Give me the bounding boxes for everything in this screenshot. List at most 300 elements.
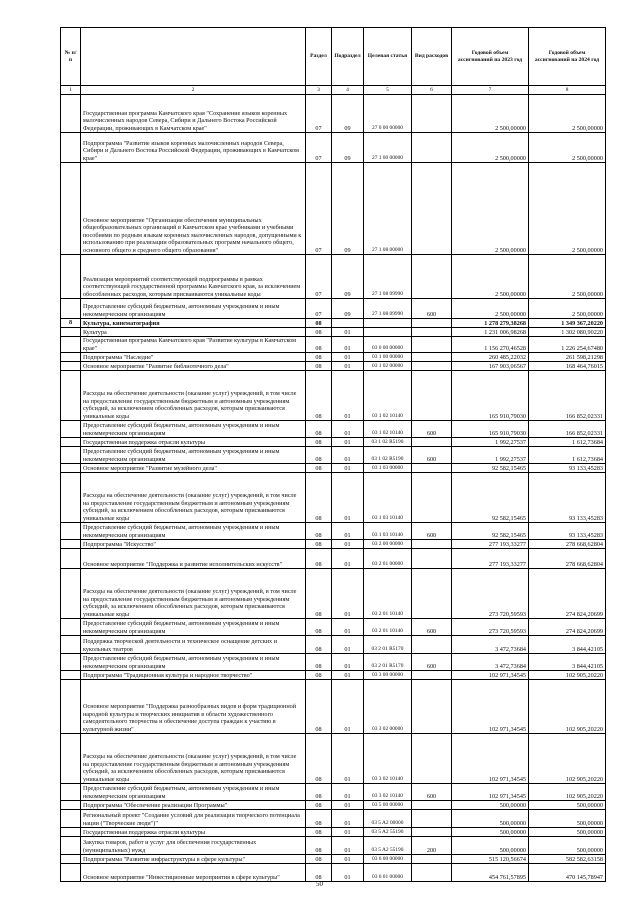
podrazdel-cell: 09 (332, 133, 364, 163)
table-row (61, 362, 606, 371)
table-row (61, 864, 606, 882)
expense-type-cell: 200 (412, 837, 452, 855)
target-article-cell: 03 3 02 00000 (364, 680, 412, 734)
amount-2023-cell: 165 910,79030 (452, 421, 529, 438)
amount-2023-cell: 102 971,34545 (452, 671, 529, 680)
expense-type-cell (412, 810, 452, 828)
target-article-cell: 03 1 00 00000 (364, 353, 412, 362)
podrazdel-cell: 01 (332, 473, 364, 523)
razdel-cell: 08 (306, 680, 332, 734)
target-article-cell: 03 2 00 00000 (364, 540, 412, 549)
target-article-cell: 03 3 02 10140 (364, 734, 412, 784)
podrazdel-cell: 01 (332, 828, 364, 837)
expense-type-cell (412, 353, 452, 362)
row-number-cell (61, 549, 81, 569)
row-number-cell (61, 837, 81, 855)
row-name-cell: Государственная программа Камчатского края "Сохранение языков коренных малочисленных народов Севера, Сибири и Дальнего Востока Российской Федерации, проживающих в Камчатском крае" (81, 95, 306, 133)
row-number-cell (61, 353, 81, 362)
table-row (61, 447, 606, 464)
target-article-cell: 03 1 03 00000 (364, 464, 412, 473)
podrazdel-cell: 01 (332, 855, 364, 864)
row-name-cell: Расходы на обеспечение деятельности (оказание услуг) учреждений, в том числе на предоставление государственным бюджетным и автономным учреждениям субсидий, за исключением обособленных расходов, которым присваиваются уникальные коды (81, 569, 306, 619)
table-row (61, 319, 606, 328)
row-number-cell (61, 133, 81, 163)
razdel-cell: 08 (306, 569, 332, 619)
column-number: 6 (412, 86, 452, 95)
razdel-cell: 08 (306, 734, 332, 784)
razdel-cell: 08 (306, 421, 332, 438)
amount-2024-cell: 2 500,00000 (529, 299, 606, 319)
target-article-cell: 03 0 00 00000 (364, 337, 412, 353)
amount-2024-cell: 2 500,00000 (529, 255, 606, 299)
row-number-cell (61, 328, 81, 337)
target-article-cell: 03 1 03 10140 (364, 523, 412, 540)
expense-type-cell (412, 133, 452, 163)
amount-2023-cell: 500,00000 (452, 837, 529, 855)
amount-2023-cell: 1 156 270,46528 (452, 337, 529, 353)
amount-2024-cell: 1 612,73684 (529, 447, 606, 464)
table-row (61, 837, 606, 855)
podrazdel-cell: 01 (332, 371, 364, 421)
amount-2023-cell: 273 720,59593 (452, 619, 529, 636)
table-row (61, 636, 606, 654)
row-number-cell (61, 337, 81, 353)
podrazdel-cell: 01 (332, 734, 364, 784)
razdel-cell: 08 (306, 371, 332, 421)
page-number: 50 (316, 880, 323, 888)
amount-2024-cell: 500,00000 (529, 828, 606, 837)
table-row (61, 734, 606, 784)
amount-2024-cell: 166 852,02331 (529, 371, 606, 421)
amount-2023-cell: 454 761,57895 (452, 864, 529, 882)
amount-2023-cell: 3 472,73684 (452, 654, 529, 671)
table-row (61, 810, 606, 828)
expense-type-cell (412, 734, 452, 784)
razdel-cell: 08 (306, 473, 332, 523)
row-name-cell: Предоставление субсидий бюджетным, автономным учреждениям и иным некоммерческим организациям (81, 523, 306, 540)
table-row (61, 255, 606, 299)
expense-type-cell (412, 163, 452, 255)
row-number-cell (61, 473, 81, 523)
row-name-cell: Подпрограмма "Обеспечение реализации Программы" (81, 801, 306, 810)
table-row (61, 421, 606, 438)
expense-type-cell: 600 (412, 619, 452, 636)
target-article-cell: 03 2 01 10140 (364, 569, 412, 619)
amount-2023-cell: 3 472,73684 (452, 636, 529, 654)
row-name-cell: Основное мероприятие "Развитие библиотечного дела" (81, 362, 306, 371)
column-number: 1 (61, 86, 81, 95)
razdel-cell: 08 (306, 447, 332, 464)
podrazdel-cell: 01 (332, 636, 364, 654)
row-number-cell (61, 464, 81, 473)
razdel-cell: 08 (306, 328, 332, 337)
row-name-cell: Предоставление субсидий бюджетным, автономным учреждениям и иным некоммерческим организациям (81, 447, 306, 464)
amount-2024-cell: 3 844,42105 (529, 654, 606, 671)
amount-2023-cell: 500,00000 (452, 828, 529, 837)
amount-2024-cell: 1 226 254,67480 (529, 337, 606, 353)
amount-2024-cell: 93 133,45283 (529, 464, 606, 473)
table-row (61, 784, 606, 801)
amount-2023-cell: 2 500,00000 (452, 255, 529, 299)
amount-2023-cell: 1 992,27537 (452, 438, 529, 447)
row-number-cell (61, 569, 81, 619)
column-number: 5 (364, 86, 412, 95)
target-article-cell: 27 1 00 00000 (364, 133, 412, 163)
header-expense-type: Вид расходов (412, 28, 452, 86)
header-name (81, 28, 306, 86)
expense-type-cell (412, 438, 452, 447)
amount-2024-cell: 1 349 367,20220 (529, 319, 606, 328)
column-number: 4 (332, 86, 364, 95)
target-article-cell: 03 1 02 10140 (364, 371, 412, 421)
row-name-cell: Подпрограмма "Наследие" (81, 353, 306, 362)
razdel-cell: 07 (306, 163, 332, 255)
row-number-cell (61, 864, 81, 882)
row-number-cell (61, 810, 81, 828)
column-number: 3 (306, 86, 332, 95)
podrazdel-cell: 01 (332, 540, 364, 549)
amount-2023-cell: 165 910,79030 (452, 371, 529, 421)
expense-type-cell (412, 362, 452, 371)
podrazdel-cell (332, 319, 364, 328)
row-name-cell: Закупка товаров, работ и услуг для обеспечения государственных (муниципальных) нужд (81, 837, 306, 855)
target-article-cell: 03 1 02 10140 (364, 421, 412, 438)
column-number: 2 (81, 86, 306, 95)
target-article-cell: 03 1 02 00000 (364, 362, 412, 371)
amount-2024-cell: 1 612,73684 (529, 438, 606, 447)
row-number-cell (61, 362, 81, 371)
table-row (61, 133, 606, 163)
expense-type-cell: 600 (412, 447, 452, 464)
row-name-cell: Реализация мероприятий соответствующей подпрограммы в рамках соответствующей государственной программы Камчатского края, за исключением обособленных расходов, которым присваиваются уникальные коды (81, 255, 306, 299)
table-row (61, 328, 606, 337)
row-name-cell: Основное мероприятие "Инвестиционные мероприятия в сфере культуры" (81, 864, 306, 882)
table-row (61, 163, 606, 255)
amount-2023-cell: 102 971,34545 (452, 734, 529, 784)
target-article-cell: 03 5 A2 55190 (364, 828, 412, 837)
amount-2024-cell: 93 133,45283 (529, 473, 606, 523)
razdel-cell: 08 (306, 810, 332, 828)
amount-2023-cell: 1 992,27537 (452, 447, 529, 464)
expense-type-cell: 600 (412, 299, 452, 319)
row-number-cell (61, 163, 81, 255)
table-row (61, 569, 606, 619)
row-number-cell (61, 671, 81, 680)
table-row (61, 828, 606, 837)
target-article-cell: 03 1 02 R5190 (364, 438, 412, 447)
podrazdel-cell: 01 (332, 549, 364, 569)
row-name-cell: Предоставление субсидий бюджетным, автономным учреждениям и иным некоммерческим организациям (81, 299, 306, 319)
amount-2024-cell: 102 905,20220 (529, 784, 606, 801)
razdel-cell: 08 (306, 337, 332, 353)
target-article-cell: 03 6 01 00000 (364, 864, 412, 882)
row-number-cell: 8 (61, 319, 81, 328)
podrazdel-cell: 09 (332, 163, 364, 255)
row-name-cell: Культура, кинематография (81, 319, 306, 328)
amount-2023-cell: 1 231 006,98268 (452, 328, 529, 337)
target-article-cell: 03 2 01 R5170 (364, 636, 412, 654)
amount-2023-cell: 92 582,15465 (452, 464, 529, 473)
table-row (61, 549, 606, 569)
expense-type-cell (412, 671, 452, 680)
column-number: 8 (529, 86, 606, 95)
razdel-cell: 08 (306, 801, 332, 810)
amount-2024-cell: 274 824,20699 (529, 619, 606, 636)
amount-2023-cell: 167 903,06567 (452, 362, 529, 371)
amount-2024-cell: 261 598,21298 (529, 353, 606, 362)
row-name-cell: Основное мероприятие "Поддержка разнообразных видов и форм традиционной народной культуры и творческих инициатив в области художественного самодеятельного творчества и обеспечение доступа граждан к участию в культурной жизни" (81, 680, 306, 734)
table-row (61, 473, 606, 523)
expense-type-cell: 600 (412, 523, 452, 540)
podrazdel-cell: 01 (332, 671, 364, 680)
razdel-cell: 08 (306, 464, 332, 473)
target-article-cell: 03 3 00 00000 (364, 671, 412, 680)
podrazdel-cell: 01 (332, 447, 364, 464)
amount-2023-cell: 500,00000 (452, 801, 529, 810)
expense-type-cell: 600 (412, 654, 452, 671)
row-name-cell: Предоставление субсидий бюджетным, автономным учреждениям и иным некоммерческим организациям (81, 784, 306, 801)
row-number-cell (61, 680, 81, 734)
header-row (61, 28, 606, 86)
podrazdel-cell: 01 (332, 353, 364, 362)
expense-type-cell: 600 (412, 421, 452, 438)
expense-type-cell (412, 328, 452, 337)
row-name-cell: Расходы на обеспечение деятельности (оказание услуг) учреждений, в том числе на предоставление государственным бюджетным и автономным учреждениям субсидий, за исключением обособленных расходов, которым присваиваются уникальные коды (81, 371, 306, 421)
podrazdel-cell: 01 (332, 654, 364, 671)
row-number-cell (61, 438, 81, 447)
expense-type-cell (412, 569, 452, 619)
table-row (61, 855, 606, 864)
budget-table-sheet (60, 27, 605, 882)
razdel-cell: 08 (306, 855, 332, 864)
expense-type-cell (412, 319, 452, 328)
expense-type-cell (412, 680, 452, 734)
expense-type-cell (412, 855, 452, 864)
razdel-cell: 08 (306, 319, 332, 328)
target-article-cell: 03 5 00 00000 (364, 801, 412, 810)
podrazdel-cell: 01 (332, 523, 364, 540)
row-number-cell (61, 619, 81, 636)
amount-2024-cell: 166 852,02331 (529, 421, 606, 438)
podrazdel-cell: 01 (332, 619, 364, 636)
column-number-row (61, 86, 606, 95)
row-number-cell (61, 447, 81, 464)
row-number-cell (61, 523, 81, 540)
table-row (61, 438, 606, 447)
expense-type-cell (412, 540, 452, 549)
table-row (61, 680, 606, 734)
razdel-cell: 07 (306, 299, 332, 319)
amount-2024-cell: 500,00000 (529, 801, 606, 810)
amount-2023-cell: 260 485,22032 (452, 353, 529, 362)
row-name-cell: Расходы на обеспечение деятельности (оказание услуг) учреждений, в том числе на предоставление государственным бюджетным и автономным учреждениям субсидий, за исключением обособленных расходов, которым присваиваются уникальные коды (81, 734, 306, 784)
target-article-cell (364, 319, 412, 328)
row-name-cell: Основное мероприятие "Организация обеспечения муниципальных общеобразовательных организаций в Камчатском крае учебниками и учебными пособиями по родным языкам коренных малочисленных народов, допущенными к использованию при реализации образовательных программ начального общего, основного общего и среднего общего образования" (81, 163, 306, 255)
amount-2024-cell: 2 500,00000 (529, 163, 606, 255)
table-row (61, 371, 606, 421)
podrazdel-cell: 01 (332, 864, 364, 882)
amount-2023-cell: 277 193,33277 (452, 549, 529, 569)
amount-2024-cell: 168 464,76015 (529, 362, 606, 371)
amount-2024-cell: 274 824,20699 (529, 569, 606, 619)
table-row (61, 523, 606, 540)
expense-type-cell: 600 (412, 784, 452, 801)
amount-2023-cell: 92 582,15465 (452, 473, 529, 523)
table-row (61, 95, 606, 133)
row-number-cell (61, 255, 81, 299)
table-row (61, 299, 606, 319)
amount-2023-cell: 500,00000 (452, 810, 529, 828)
target-article-cell: 03 1 03 10140 (364, 473, 412, 523)
row-number-cell (61, 299, 81, 319)
amount-2024-cell: 278 668,62804 (529, 549, 606, 569)
razdel-cell: 08 (306, 362, 332, 371)
header-razdel: Раздел (306, 28, 332, 86)
amount-2024-cell: 470 145,78947 (529, 864, 606, 882)
razdel-cell: 07 (306, 133, 332, 163)
row-number-cell (61, 654, 81, 671)
header-num: № п/п (61, 28, 81, 86)
amount-2024-cell: 500,00000 (529, 837, 606, 855)
header-amount-2023: Годовой объем ассигнований на 2023 год (452, 28, 529, 86)
razdel-cell: 08 (306, 828, 332, 837)
amount-2023-cell: 2 500,00000 (452, 95, 529, 133)
razdel-cell: 08 (306, 671, 332, 680)
podrazdel-cell: 01 (332, 421, 364, 438)
row-number-cell (61, 734, 81, 784)
expense-type-cell (412, 801, 452, 810)
expense-type-cell (412, 636, 452, 654)
expense-type-cell (412, 864, 452, 882)
amount-2023-cell: 92 582,15465 (452, 523, 529, 540)
row-name-cell: Основное мероприятие "Поддержка и развитие исполнительских искусств" (81, 549, 306, 569)
podrazdel-cell: 01 (332, 438, 364, 447)
amount-2023-cell: 273 720,59593 (452, 569, 529, 619)
expense-type-cell (412, 828, 452, 837)
target-article-cell: 03 3 02 10140 (364, 784, 412, 801)
row-name-cell: Подпрограмма "Традиционная культура и народное творчество" (81, 671, 306, 680)
podrazdel-cell: 01 (332, 810, 364, 828)
amount-2023-cell: 1 278 279,38268 (452, 319, 529, 328)
header-podrazdel: Подраздел (332, 28, 364, 86)
table-row (61, 654, 606, 671)
razdel-cell: 08 (306, 549, 332, 569)
razdel-cell: 08 (306, 619, 332, 636)
target-article-cell: 03 2 01 10140 (364, 619, 412, 636)
expense-type-cell (412, 549, 452, 569)
row-number-cell (61, 855, 81, 864)
target-article-cell: 03 1 02 R5190 (364, 447, 412, 464)
row-number-cell (61, 421, 81, 438)
amount-2024-cell: 278 668,62804 (529, 540, 606, 549)
amount-2024-cell: 2 500,00000 (529, 133, 606, 163)
target-article-cell: 03 5 A2 55190 (364, 837, 412, 855)
expense-type-cell (412, 464, 452, 473)
amount-2024-cell: 500,00000 (529, 810, 606, 828)
podrazdel-cell: 01 (332, 362, 364, 371)
row-name-cell: Государственная поддержка отрасли культуры (81, 438, 306, 447)
amount-2023-cell: 102 971,34545 (452, 680, 529, 734)
row-number-cell (61, 540, 81, 549)
row-name-cell: Подпрограмма "Развитие инфраструктуры в сфере культуры" (81, 855, 306, 864)
row-name-cell: Региональный проект "Создание условий для реализации творческого потенциала нации ("Творческие люди")" (81, 810, 306, 828)
target-article-cell: 27 1 08 09990 (364, 255, 412, 299)
expense-type-cell (412, 473, 452, 523)
table-row (61, 337, 606, 353)
row-number-cell (61, 636, 81, 654)
razdel-cell: 08 (306, 837, 332, 855)
podrazdel-cell: 01 (332, 328, 364, 337)
column-number: 7 (452, 86, 529, 95)
podrazdel-cell: 01 (332, 569, 364, 619)
amount-2024-cell: 93 133,45283 (529, 523, 606, 540)
razdel-cell: 08 (306, 636, 332, 654)
expense-type-cell (412, 95, 452, 133)
table-row (61, 619, 606, 636)
target-article-cell: 27 1 08 09990 (364, 299, 412, 319)
table-row (61, 801, 606, 810)
row-name-cell: Государственная поддержка отрасли культуры (81, 828, 306, 837)
row-number-cell (61, 95, 81, 133)
podrazdel-cell: 01 (332, 337, 364, 353)
expense-type-cell (412, 255, 452, 299)
razdel-cell: 08 (306, 438, 332, 447)
amount-2024-cell: 3 844,42105 (529, 636, 606, 654)
row-name-cell: Подпрограмма "Искусство" (81, 540, 306, 549)
budget-table (60, 27, 606, 882)
row-name-cell: Предоставление субсидий бюджетным, автономным учреждениям и иным некоммерческим организациям (81, 654, 306, 671)
header-target-article: Целевая статья (364, 28, 412, 86)
razdel-cell: 08 (306, 523, 332, 540)
row-name-cell: Расходы на обеспечение деятельности (оказание услуг) учреждений, в том числе на предоставление государственным бюджетным и автономным учреждениям субсидий, за исключением обособленных расходов, которым присваиваются уникальные коды (81, 473, 306, 523)
podrazdel-cell: 09 (332, 299, 364, 319)
podrazdel-cell: 09 (332, 95, 364, 133)
razdel-cell: 08 (306, 864, 332, 882)
target-article-cell: 03 2 01 R5170 (364, 654, 412, 671)
expense-type-cell (412, 337, 452, 353)
razdel-cell: 08 (306, 784, 332, 801)
target-article-cell: 27 0 00 00000 (364, 95, 412, 133)
row-name-cell: Государственная программа Камчатского края "Развитие культуры в Камчатском крае" (81, 337, 306, 353)
row-name-cell: Предоставление субсидий бюджетным, автономным учреждениям и иным некоммерческим организациям (81, 421, 306, 438)
razdel-cell: 08 (306, 540, 332, 549)
expense-type-cell (412, 371, 452, 421)
row-name-cell: Поддержка творческой деятельности и техническое оснащение детских и кукольных театров (81, 636, 306, 654)
amount-2023-cell: 2 500,00000 (452, 299, 529, 319)
header-amount-2024: Годовой объем ассигнований на 2024 год (529, 28, 606, 86)
target-article-cell: 03 2 01 00000 (364, 549, 412, 569)
amount-2023-cell: 277 193,33277 (452, 540, 529, 549)
podrazdel-cell: 01 (332, 801, 364, 810)
amount-2023-cell: 102 971,34545 (452, 784, 529, 801)
row-number-cell (61, 828, 81, 837)
amount-2024-cell: 102 905,20220 (529, 671, 606, 680)
podrazdel-cell: 01 (332, 837, 364, 855)
table-row (61, 464, 606, 473)
target-article-cell: 03 6 00 00000 (364, 855, 412, 864)
row-name-cell: Предоставление субсидий бюджетным, автономным учреждениям и иным некоммерческим организациям (81, 619, 306, 636)
amount-2023-cell: 515 120,56674 (452, 855, 529, 864)
target-article-cell: 27 1 08 00000 (364, 163, 412, 255)
table-body (61, 95, 606, 882)
target-article-cell: 03 5 A2 00000 (364, 810, 412, 828)
target-article-cell (364, 328, 412, 337)
razdel-cell: 07 (306, 255, 332, 299)
razdel-cell: 08 (306, 353, 332, 362)
amount-2024-cell: 582 582,63158 (529, 855, 606, 864)
podrazdel-cell: 01 (332, 784, 364, 801)
podrazdel-cell: 09 (332, 255, 364, 299)
